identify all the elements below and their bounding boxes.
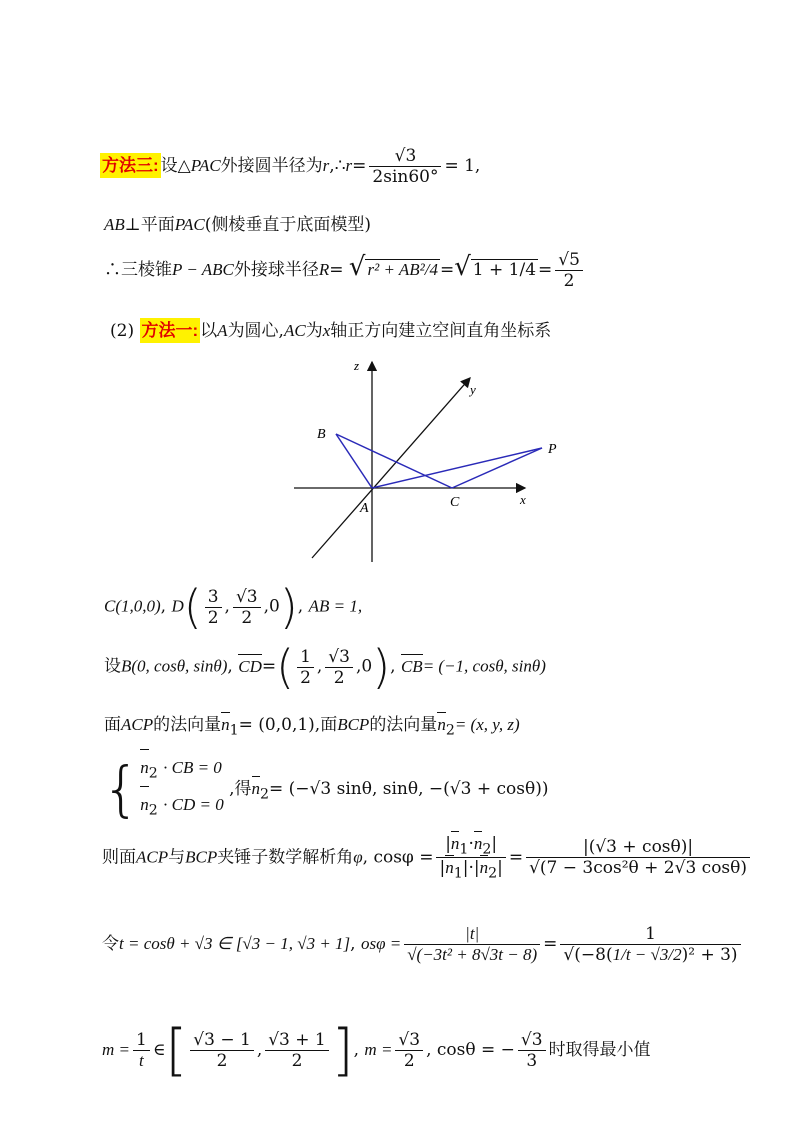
denominator: 2 [291,1051,303,1071]
r-symbol: r [345,156,353,175]
text: 以 [200,321,218,341]
numerator: |(√3 + cosθ)| [526,837,750,858]
method1-label: 方法一: [140,318,201,343]
text: 设 [104,656,121,677]
text: ,面 [314,715,338,735]
numerator: 3 [205,587,222,608]
text: 的法向量 [369,715,438,735]
numerator: √3 − 1 [190,1030,254,1051]
cos-phi: cosφ = [373,847,434,868]
sqrt-sign: √ [454,252,471,282]
plus3: + 3 [700,945,731,965]
eq2-text: · CD = 0 [163,795,224,815]
inner: 1/t − √3/2 [612,945,682,964]
vector-n1: n [221,715,230,734]
ab-label: AB [104,215,125,234]
denominator: 2 [333,667,345,688]
numerator: √3 [233,587,261,608]
subscript: 2 [445,722,455,739]
point-d: D [171,596,184,616]
text: 面 [104,715,121,735]
sqrt-content: 1 + 1/4 [472,260,537,280]
eq2 [140,789,224,826]
cos-phi-line [102,834,753,882]
cd-y [325,647,353,688]
point-c: C(1,0,0) [104,596,161,616]
system-equations [140,752,224,827]
n2-result: = (−√3 sinθ, sinθ, −(√3 + cosθ)) [269,778,549,799]
numerator: |t| [404,924,540,945]
system-line [102,752,548,827]
denominator: 2 [403,1051,415,1071]
phi-symbol: φ [353,847,363,867]
m-eq: m = [364,1040,393,1059]
denominator: 3 [526,1051,538,1071]
equals: = [352,156,367,176]
text: 轴正方向建立空间直角坐标系 [330,321,552,341]
fraction-m [395,1030,423,1071]
denominator: √(−3t² + 8√3t − 8) [407,945,538,964]
eq1 [140,752,224,789]
ab-perp-line [104,210,371,235]
sphere-radius-line [104,250,586,291]
equals: = [508,847,524,868]
part-number: (2) [110,321,135,341]
label-z: z [354,358,360,373]
numerator: $|n_1\cdot n_2|$ [436,834,505,858]
point-b-line: 设B(0, cosθ, sinθ), CD=( $\frac{1}{2}$ , $\frac{√3}{2}$ ,0), CB= (−1, cosθ, sinθ) [104,640,546,694]
m-eq: m = [102,1040,130,1059]
text: , [362,847,369,868]
text: , [390,656,396,677]
numerator: 1 [560,924,740,945]
numerator: √3 [518,1030,546,1051]
numerator: √3 [325,647,353,668]
text: 外接圆半径为 [220,156,323,176]
y-axis [312,378,470,558]
numerator: 1 [297,647,314,668]
eq1-text: · CB = 0 [163,758,222,777]
normals-line [104,710,520,738]
paren-close: ) [279,580,298,634]
vector-cd: CD [238,656,262,676]
substitution-line [102,924,744,965]
vector-n2: n [251,778,261,798]
cb-value: = (−1, cosθ, sinθ) [422,656,546,676]
denominator: 2 [563,271,575,291]
vector-n2: n [437,715,446,734]
bracket-close: ] [331,1018,354,1083]
text: , [353,1040,360,1060]
cd-x [297,647,314,688]
equals: = [538,260,553,280]
numerator: √5 [555,250,583,271]
bcp-label: BCP [185,847,218,867]
x-label: x [322,321,331,340]
label-c: C [450,495,460,510]
acp-label: ACP [136,847,169,867]
coords-line: C(1,0,0), D( $\frac{3}{2}$ , $\frac{√3}{2}$ ,0), AB = 1, [104,580,363,634]
fraction-1-t [133,1030,150,1071]
bracket-open: [ [165,1018,188,1083]
denominator: √(7 − 3cos²θ + 2√3 cosθ) [529,858,748,879]
d-z: ,0 [263,596,280,617]
text: 为圆心, [227,321,284,341]
text: 设△ [160,156,191,176]
text: ⊥平面 [124,215,175,235]
equals: = [439,260,455,280]
text: 为 [305,321,323,341]
sqrt-content: r² + AB²/4 [367,260,438,279]
numerator: √3 + 1 [265,1030,329,1051]
denominator: 2 [207,607,219,628]
label-a: A [360,501,369,516]
text: 则面 [102,847,136,868]
numerator: √3 [395,1030,423,1051]
edge-c-p [452,448,542,488]
text: , [227,656,233,677]
label-x: x [520,492,526,507]
denominator: √(−8(1/t − √3/2)² + 3) [563,945,738,965]
method3-line [100,146,480,187]
paren-open: ( [276,640,295,694]
coef: −8 [580,945,606,965]
fraction-final [560,924,740,965]
fraction-circumradius [369,146,441,187]
fraction-result [555,250,583,291]
pac-label: PAC [190,156,221,175]
vector-n2: n [140,752,149,784]
denominator: 2 [216,1051,228,1071]
pac-label: PAC [174,215,205,234]
numerator: 1 [133,1030,150,1051]
m-line: m = $\frac{1}{t}$ ∈[ $\frac{√3 - 1}{2}$ , $\frac{√3 + 1}{2}$ ], m = $\frac{√3}{2}$ , cosθ = − $\frac{√3}{3}$ 时取得最小值 [102,1018,651,1083]
d-x [205,587,222,628]
n1-value: = (0,0,1) [238,715,315,735]
text: , [160,596,167,617]
denominator: 2 [241,607,253,628]
edge-a-p [372,448,542,488]
interval-high [265,1030,329,1071]
tail-text: 时取得最小值 [548,1040,651,1059]
text: ,∴ [329,156,346,176]
note: (侧棱垂直于底面模型) [204,215,371,235]
cos-theta: cosθ = − [436,1040,515,1060]
equals: = [543,934,558,954]
d-y [233,587,261,628]
text: , [350,934,356,954]
in-symbol: ∈ [152,1040,166,1060]
equals: = [261,656,277,677]
R-symbol: R [318,260,330,279]
vector-cb: CB [400,656,423,676]
subscript: 2 [148,802,158,819]
vector-n2: n [140,789,149,821]
subscript: 2 [260,786,270,803]
denominator: 2sin60° [372,167,439,187]
fraction-cos-theta [518,1030,546,1071]
paren-close: ) [372,640,391,694]
text: ∴三棱锥 [104,260,172,280]
subscript: 2 [148,765,158,782]
part2-line [110,316,551,341]
coordinate-diagram [280,350,560,570]
sqrt-sign: √ [348,252,366,282]
acp-label: ACP [121,715,154,734]
paren-open: ( [183,580,202,634]
numerator: √3 [369,146,441,167]
fraction-t [404,924,540,965]
text: 外接球半径 [233,260,319,280]
fraction-cos [526,837,750,878]
equals: = [329,260,344,280]
label-y: y [470,382,476,397]
t-definition: t = cosθ + √3 ∈ [√3 − 1, √3 + 1] [119,934,351,953]
pabc-label: P − ABC [172,260,234,279]
text: 的法向量 [153,715,222,735]
denominator: 2 [300,667,311,688]
text: , [426,1040,432,1060]
denominator: $|n_1|\cdot|n_2|$ [439,858,503,882]
ab-eq: AB = 1, [308,596,363,616]
interval-low [190,1030,254,1071]
denominator: t [139,1051,144,1070]
A-label: A [217,321,228,340]
brace: { [102,754,141,825]
text: 令 [102,934,119,954]
text: , [297,596,304,617]
method3-label: 方法三: [100,153,161,178]
point-b: B(0, cosθ, sinθ) [121,656,228,676]
subscript: 1 [229,722,239,739]
text: ,得 [229,778,252,799]
fraction-dot [436,834,505,882]
r-symbol: r [322,156,330,175]
bcp-label: BCP [337,715,370,734]
label-p: P [548,442,557,457]
AC-label: AC [283,321,306,340]
n2-value: = (x, y, z) [454,715,520,734]
cd-z: ,0 [355,656,373,677]
result: = 1, [444,156,481,176]
os-phi: osφ = [360,934,402,953]
text: 夹锤子数学解析角 [217,847,354,868]
label-b: B [317,427,326,442]
text: 与 [168,847,186,868]
